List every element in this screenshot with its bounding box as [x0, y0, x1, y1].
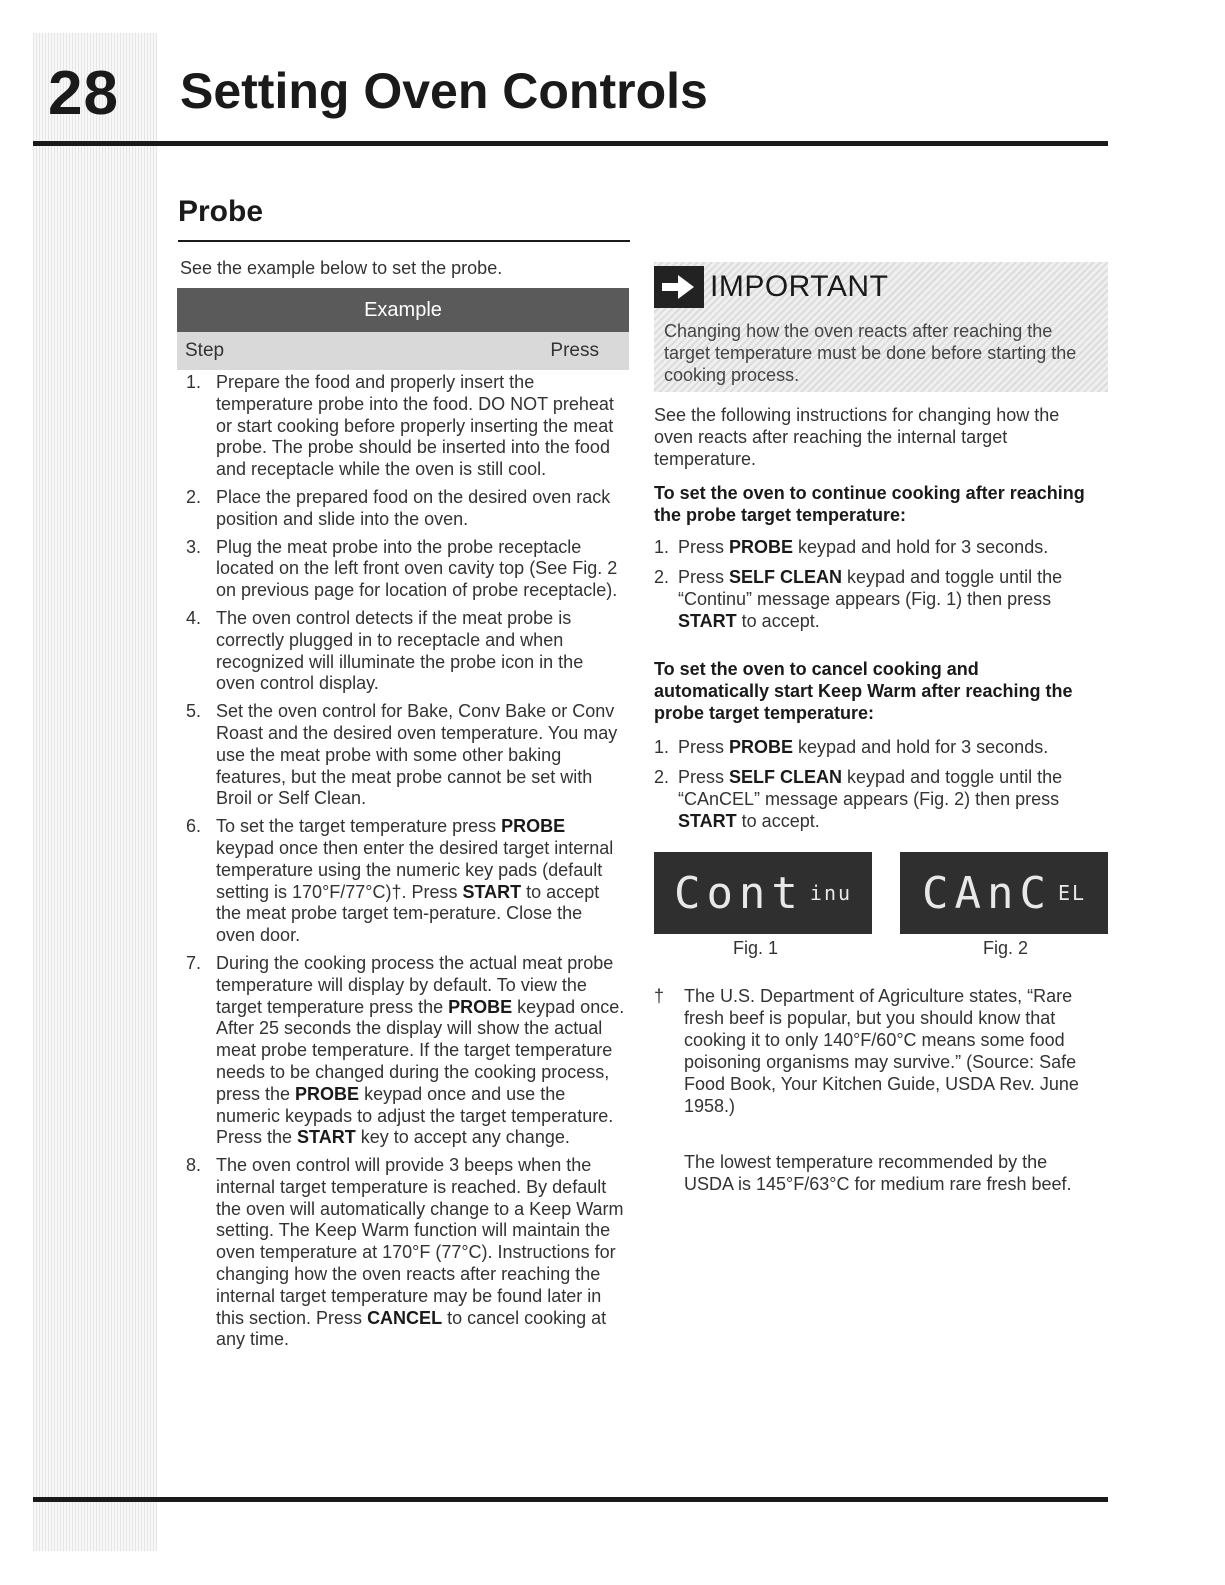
list-item [180, 608, 625, 695]
keypad-name: CANCEL [367, 1307, 443, 1328]
keypad-name: PROBE [448, 996, 513, 1017]
step-text-part: key to accept any change. [355, 1127, 570, 1148]
section-rule [178, 240, 630, 242]
right-intro: See the following instructions for changing how the oven reacts after reaching the internal target temperature. [654, 405, 1060, 469]
step-text-part: Press [678, 537, 730, 557]
step-text-part: to cancel cooking at any time. [216, 1307, 607, 1350]
figure-1-label: Fig. 1 [733, 938, 779, 958]
step-text-part: keypad and toggle until the “Continu” message appears (Fig. 1) then press [678, 567, 1063, 609]
section-heading: Probe [178, 195, 264, 228]
display-continu [654, 852, 872, 934]
keypad-name: PROBE [729, 537, 794, 557]
step-text [678, 766, 1094, 832]
step-text [216, 537, 625, 602]
step-text-part: keypad once and use the numeric keypads to adjust the target temperature. Press the [216, 1083, 614, 1148]
page-number: 28 [48, 59, 119, 128]
step-text [216, 608, 625, 695]
step-text-part: keypad and hold for 3 seconds. [793, 737, 1049, 757]
list-item [180, 372, 625, 481]
step-text [216, 816, 625, 947]
step-text [216, 1155, 625, 1351]
step-number: 6. [186, 816, 202, 837]
step-number: 1. [654, 737, 670, 757]
step-text-part: To set the target temperature press [216, 816, 502, 837]
top-rule [33, 141, 1108, 146]
step-text [216, 487, 625, 531]
list-item [180, 487, 625, 531]
step-text-part: keypad and toggle until the “CAnCEL” message appears (Fig. 2) then press [678, 767, 1063, 809]
step-text-part: keypad once. After 25 seconds the display will show the actual meat probe temperature. If the target temperature needs to be changed during the cooking process, press the [216, 996, 625, 1104]
step-number: 2. [654, 567, 670, 587]
step-number: 3. [186, 536, 202, 557]
step-text-part: Press [678, 737, 730, 757]
important-title: IMPORTANT [710, 270, 889, 303]
example-title: Example [177, 288, 629, 332]
display-small-text: EL [1057, 881, 1087, 905]
step-text-part: Prepare the food and properly insert the temperature probe into the food. DO NOT preheat or start cooking before properly inserting the meat probe. The probe should be inserted into the food and receptacle while the oven is still cool. [216, 372, 614, 480]
side-strip [33, 33, 157, 1551]
list-item [654, 766, 1094, 832]
keypad-name: SELF CLEAN [729, 567, 843, 587]
keypad-name: START [462, 881, 522, 902]
list-item [180, 537, 625, 602]
keypad-name: START [297, 1127, 356, 1148]
step-number: 8. [186, 1155, 202, 1176]
cancel-steps-list [654, 736, 1094, 840]
cancel-heading: To set the oven to cancel cooking and automatically start Keep Warm after reaching the probe target temperature: [654, 659, 1073, 723]
important-header [654, 262, 1108, 312]
probe-steps-list [180, 372, 625, 1357]
step-text-part: The oven control will provide 3 beeps when the internal target temperature is reached. By default the oven will automatically change to a Keep Warm setting. The Keep Warm function will maintain the oven temperature at 170°F (77°C). Instructions for changing how the oven reacts after reaching the internal target temperature may be found later in this section. Press [216, 1155, 624, 1328]
step-text-part: During the cooking process the actual meat probe temperature will display by default. To view the target temperature press the [216, 952, 614, 1017]
column-press: Press [550, 340, 599, 361]
keypad-name: START [678, 611, 737, 631]
step-text-part: keypad and hold for 3 seconds. [793, 537, 1049, 557]
step-number: 1. [186, 372, 202, 392]
arrow-right-icon-graphic [662, 273, 696, 301]
step-number: 5. [186, 701, 202, 722]
dagger-symbol: † [654, 986, 665, 1006]
step-number: 2. [186, 486, 202, 507]
display-main-text: CAnC [921, 867, 1052, 919]
step-text-part: Set the oven control for Bake, Conv Bake or Conv Roast and the desired oven temperature. You may use the meat probe with some other baking features, but the meat probe cannot be set with Broil or Self Clean. [216, 701, 618, 809]
display-main-text: Cont [673, 867, 804, 919]
bottom-rule [33, 1497, 1108, 1502]
keypad-name: PROBE [729, 737, 794, 757]
list-item [654, 566, 1094, 632]
important-notice [654, 262, 1108, 392]
display-cancel [900, 852, 1108, 934]
step-number: 7. [186, 952, 202, 973]
list-item [654, 536, 1094, 558]
step-number: 1. [654, 537, 670, 557]
display-small-text: inu [809, 881, 853, 905]
page-title: Setting Oven Controls [180, 63, 708, 119]
step-text-part: to accept. [736, 811, 820, 831]
step-number: 2. [654, 767, 670, 787]
list-item [180, 816, 625, 947]
step-text-part: to accept the meat probe target tem-perature. Close the oven door. [216, 881, 600, 946]
section-intro: See the example below to set the probe. [180, 258, 503, 278]
continue-heading: To set the oven to continue cooking after reaching the probe target temperature: [654, 483, 1085, 525]
step-text [678, 536, 1094, 558]
continue-steps-list [654, 536, 1094, 640]
arrow-right-icon [654, 266, 704, 308]
step-text-part: The oven control detects if the meat probe is correctly plugged in to receptacle and when recognized will illuminate the probe icon in the oven control display. [216, 607, 584, 694]
keypad-name: START [678, 811, 737, 831]
figure-2-label: Fig. 2 [983, 938, 1029, 958]
usda-note: The lowest temperature recommended by the USDA is 145°F/63°C for medium rare fresh beef. [684, 1152, 1072, 1194]
step-text-part: keypad once then enter the desired target internal temperature using the numeric key pads (default setting is 170°F/77°C)†. Press [216, 837, 614, 902]
important-text: Changing how the oven reacts after reaching the target temperature must be done before starting the cooking process. [664, 321, 1077, 385]
keypad-name: SELF CLEAN [729, 767, 843, 787]
step-text-part: to accept. [736, 611, 820, 631]
example-table [177, 288, 629, 370]
list-item [180, 953, 625, 1149]
list-item [654, 736, 1094, 758]
step-text-part: Plug the meat probe into the probe receptacle located on the left front oven cavity top (See Fig. 2 on previous page for location of probe receptacle). [216, 536, 618, 601]
step-text [216, 953, 625, 1149]
example-columns [177, 332, 629, 370]
keypad-name: PROBE [295, 1083, 360, 1104]
list-item [180, 701, 625, 810]
step-text [678, 736, 1094, 758]
step-number: 4. [186, 607, 202, 628]
step-text [678, 566, 1094, 632]
column-step: Step [185, 340, 225, 361]
step-text-part: Press [678, 567, 730, 587]
step-text-part: Press [678, 767, 730, 787]
step-text [216, 701, 625, 810]
step-text-part: Place the prepared food on the desired oven rack position and slide into the oven. [216, 486, 611, 529]
footnote-text: The U.S. Department of Agriculture states, “Rare fresh beef is popular, but you should know that cooking it to only 140°F/60°C means some food poisoning organisms may survive.” (Source: Safe Food Book, Your Kitchen Guide, USDA Rev. June 1958.) [684, 986, 1079, 1116]
step-text [216, 372, 625, 481]
list-item [180, 1155, 625, 1351]
keypad-name: PROBE [501, 816, 566, 837]
footnote [654, 985, 1104, 1117]
